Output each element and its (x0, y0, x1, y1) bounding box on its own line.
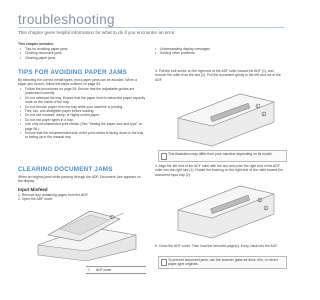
clearing-body: When an original jams while passing through the ADF, Document Jam appears on the display. (18, 175, 141, 184)
list-item: • Clearing document jams (20, 51, 130, 55)
list-item: • Do not use creased, damp, or highly curled paper. (20, 113, 146, 117)
svg-text:2: 2 (264, 206, 267, 211)
clearing-heading: CLEARING DOCUMENT JAMS (18, 166, 113, 173)
list-item: • Understanding display messages (155, 47, 275, 51)
page-title: troubleshooting (18, 12, 115, 27)
step-4: 4. Align the left end of the ADF roller with the slot and push the right end of the ADF roller into the right slot (1). Rotate the bushing on the right end of the roller toward the document input tray (2). (155, 164, 283, 177)
list-item: • Ensure that the recommended side of the print media is facing down in the tray, or facing up in the manual tray. (20, 131, 146, 140)
list-item: • Use only recommended print media. (See "Setting the paper size and type" on page 56.) (20, 122, 146, 131)
step-3: 3. Pull the bolt sector on the right end of the ADF roller toward the ADF (1), and remove the roller from the slot (2). Pull the document gently to the left and out of the ADF. (155, 69, 281, 82)
clearing-steps: 1. Remove any remaining pages from the ADF. 2. Open the ADF cover. (18, 193, 89, 202)
svg-text:1: 1 (258, 198, 261, 203)
svg-text:1: 1 (256, 104, 259, 109)
list-item: • Clearing paper jams (20, 56, 130, 60)
list-item: • Follow the procedures on page 54. Ensure that the adjustable guides are positioned correctly. (20, 87, 146, 96)
adf-roller-illustration (170, 88, 280, 148)
caption-label: ADF cover (96, 268, 112, 272)
step-2: Open the ADF cover. (21, 197, 54, 202)
list-item: • Tips for avoiding paper jams (20, 47, 130, 51)
intro-left-list (20, 47, 130, 60)
input-misfeed-heading: Input Misfeed (18, 187, 48, 192)
list-item: • Do not mix paper types in a tray. (20, 118, 146, 122)
intro-label: This chapter includes: (18, 42, 54, 46)
tips-body: By selecting the correct media types, most paper jams can be avoided. When a paper jam occurs, follow the steps outlined on page 84. (18, 78, 137, 87)
tips-heading: TIPS FOR AVOIDING PAPER JAMS (18, 69, 128, 76)
list-item: • Do not remove paper from the tray while your machine is printing. (20, 105, 146, 109)
intro-right-list (155, 47, 275, 56)
title-divider (18, 27, 284, 28)
note-prevent-jams: To prevent document jams, use the scanner glass for thick, thin, or mixed paper-type originals. (158, 256, 287, 269)
adf-roller-insert-illustration (170, 180, 280, 240)
list-item: • Do not overload the tray. Ensure that the paper level is below the paper capacity mark on the inside of the tray. (20, 96, 146, 105)
page-subtitle: This chapter gives helpful information for what to do if you encounter an error. (18, 30, 176, 35)
list-item: • Solving other problems (155, 51, 275, 55)
list-item: • Flex, fan, and straighten paper before loading. (20, 109, 146, 113)
tips-list (20, 87, 146, 140)
adf-cover-illustration (28, 205, 146, 263)
note-illustration-differ: This illustration may differ from your machine depending on its model. (158, 150, 287, 162)
note-icon (161, 259, 167, 266)
figure-caption (86, 266, 146, 274)
svg-text:2: 2 (262, 112, 265, 117)
step-1: Remove any remaining pages from the ADF. (21, 193, 89, 197)
step-5: 5. Close the ADF cover. Then load the removed page(s), if any, back into the ADF. (155, 244, 278, 248)
caption-number: 1 (88, 268, 90, 272)
svg-text:1: 1 (110, 215, 113, 220)
note-icon (161, 153, 167, 160)
